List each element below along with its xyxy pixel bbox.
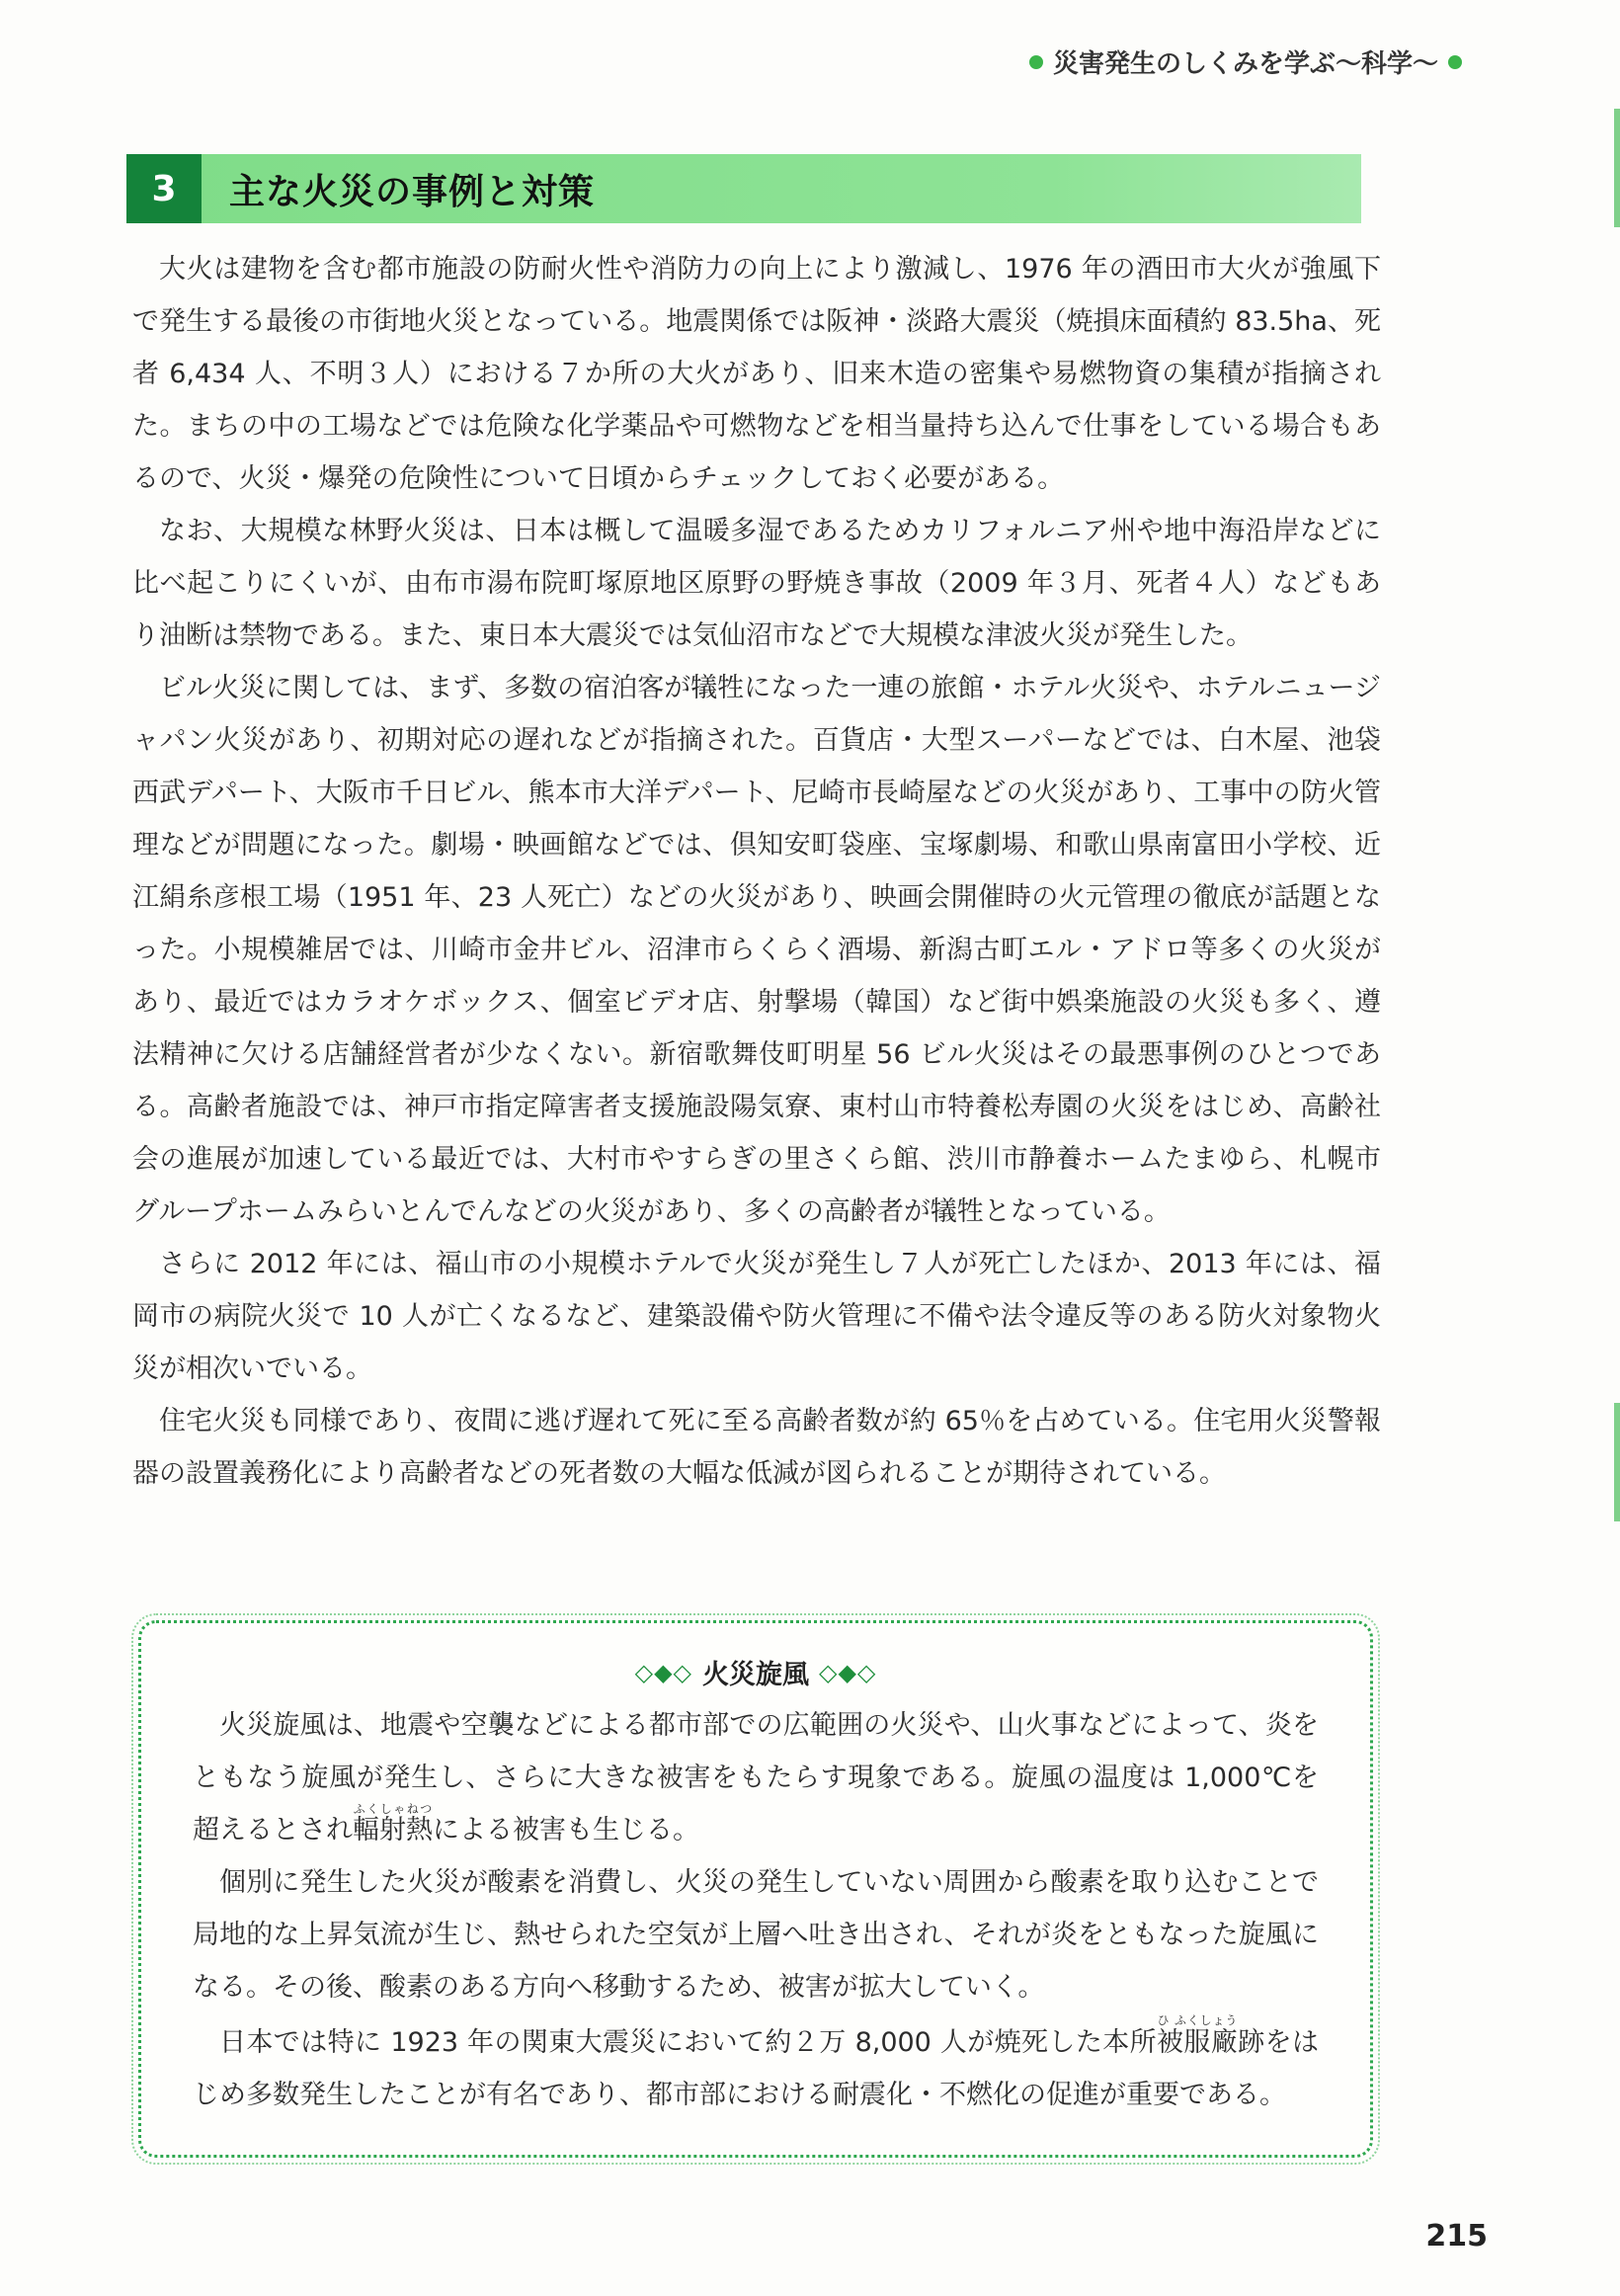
section-title: 主な火災の事例と対策 xyxy=(229,171,596,212)
header-dot-left xyxy=(1029,55,1043,69)
sidebar-text: 火災旋風は、地震や空襲などによる都市部での広範囲の火災や、山火事などによって、炎をともなう旋風が発生し、さらに大きな被害をもたらす現象である。旋風の温度は 1,000℃を超えるとされ xyxy=(193,1710,1319,1845)
ruby-base: 被服廠 xyxy=(1157,2027,1239,2058)
sidebar-text: 日本では特に 1923 年の関東大震災において約２万 8,000 人が焼死した本所 xyxy=(219,2027,1158,2058)
sidebar-paragraph: 個別に発生した火災が酸素を消費し、火災の発生していない周囲から酸素を取り込むことで局地的な上昇気流が生じ、熱せられた空気が上層へ吐き出され、それが炎をともなった旋風になる。その後、酸素のある方向へ移動するため、被害が拡大していく。 xyxy=(193,1867,1319,2003)
sidebar-title-row xyxy=(193,1653,1319,1691)
ruby-term xyxy=(1157,2013,1239,2058)
ruby-term xyxy=(353,1802,433,1845)
body-paragraph: 住宅火災も同様であり、夜間に逃げ遅れて死に至る高齢者数が約 65％を占めている。住宅用火災警報器の設置義務化により高齢者などの死者数の大幅な低減が図られることが期待されている。 xyxy=(132,1406,1381,1489)
edge-tab-mark xyxy=(1614,1403,1620,1521)
ruby-reading: ふくしゃねつ xyxy=(353,1802,433,1816)
diamond-ornament-right: ◇◆◇ xyxy=(819,1658,877,1686)
section-number: 3 xyxy=(126,154,202,223)
running-header-title: 災害発生のしくみを学ぶ～科学～ xyxy=(1052,49,1438,79)
sidebar-title: 火災旋風 xyxy=(702,1660,809,1690)
body-paragraph: 大火は建物を含む都市施設の防耐火性や消防力の向上により激減し、1976 年の酒田市大火が強風下で発生する最後の市街地火災となっている。地震関係では阪神・淡路大震災（焼損床面積約 83.5ha、死者 6,434 人、不明３人）における７か所の大火があり、旧来木造の密集や易燃物資の集積が指摘された。まちの中の工場などでは危険な化学薬品や可燃物などを相当量持ち込んで仕事をしている場合もあるので、火災・爆発の危険性について日頃からチェックしておく必要がある。 xyxy=(132,254,1381,494)
diamond-ornament-left: ◇◆◇ xyxy=(634,1658,692,1686)
sidebar-text: 跡をはじめ多数発生したことが有名であり、都市部における耐震化・不燃化の促進が重要である。 xyxy=(193,2027,1320,2110)
ruby-reading: ひ ふくしょう xyxy=(1157,2013,1238,2027)
page-number: 215 xyxy=(1425,2219,1488,2254)
section-heading xyxy=(126,154,1361,223)
sidebar-box-fire-whirl xyxy=(138,1620,1373,2158)
ruby-base: 輻射熱 xyxy=(353,1815,433,1845)
edge-tab-mark xyxy=(1614,109,1620,227)
running-header xyxy=(1019,43,1472,80)
sidebar-paragraph xyxy=(193,1699,1319,1856)
sidebar-paragraph xyxy=(193,2013,1319,2121)
body-paragraph: ビル火災に関しては、まず、多数の宿泊客が犠牲になった一連の旅館・ホテル火災や、ホテルニュージャパン火災があり、初期対応の遅れなどが指摘された。百貨店・大型スーパーなどでは、白木屋、池袋西武デパート、大阪市千日ビル、熊本市大洋デパート、尼崎市長崎屋などの火災があり、工事中の防火管理などが問題になった。劇場・映画館などでは、倶知安町袋座、宝塚劇場、和歌山県南富田小学校、近江絹糸彦根工場（1951 年、23 人死亡）などの火災があり、映画会開催時の火元管理の徹底が話題となった。小規模雑居では、川崎市金井ビル、沼津市らくらく酒場、新潟古町エル・アドロ等多くの火災があり、最近ではカラオケボックス、個室ビデオ店、射撃場（韓国）など街中娯楽施設の火災も多く、遵法精神に欠ける店舗経営者が少なくない。新宿歌舞伎町明星 56 ビル火災はその最悪事例のひとつである。高齢者施設では、神戸市指定障害者支援施設陽気寮、東村山市特養松寿園の火災をはじめ、高齢社会の進展が加速している最近では、大村市やすらぎの里さくら館、渋川市静養ホームたまゆら、札幌市グループホームみらいとんでんなどの火災があり、多くの高齢者が犠牲となっている。 xyxy=(132,673,1381,1227)
header-dot-right xyxy=(1448,55,1462,69)
body-paragraph: なお、大規模な林野火災は、日本は概して温暖多湿であるためカリフォルニア州や地中海沿岸などに比べ起こりにくいが、由布市湯布院町塚原地区原野の野焼き事故（2009 年３月、死者４人）などもあり油断は禁物である。また、東日本大震災では気仙沼市などで大規模な津波火災が発生した。 xyxy=(132,516,1381,651)
sidebar-text: による被害も生じる。 xyxy=(433,1815,699,1845)
body-paragraph: さらに 2012 年には、福山市の小規模ホテルで火災が発生し７人が死亡したほか、2013 年には、福岡市の病院火災で 10 人が亡くなるなど、建築設備や防火管理に不備や法令違反等のある防火対象物火災が相次いでいる。 xyxy=(132,1249,1381,1384)
body-text xyxy=(132,243,1381,1500)
